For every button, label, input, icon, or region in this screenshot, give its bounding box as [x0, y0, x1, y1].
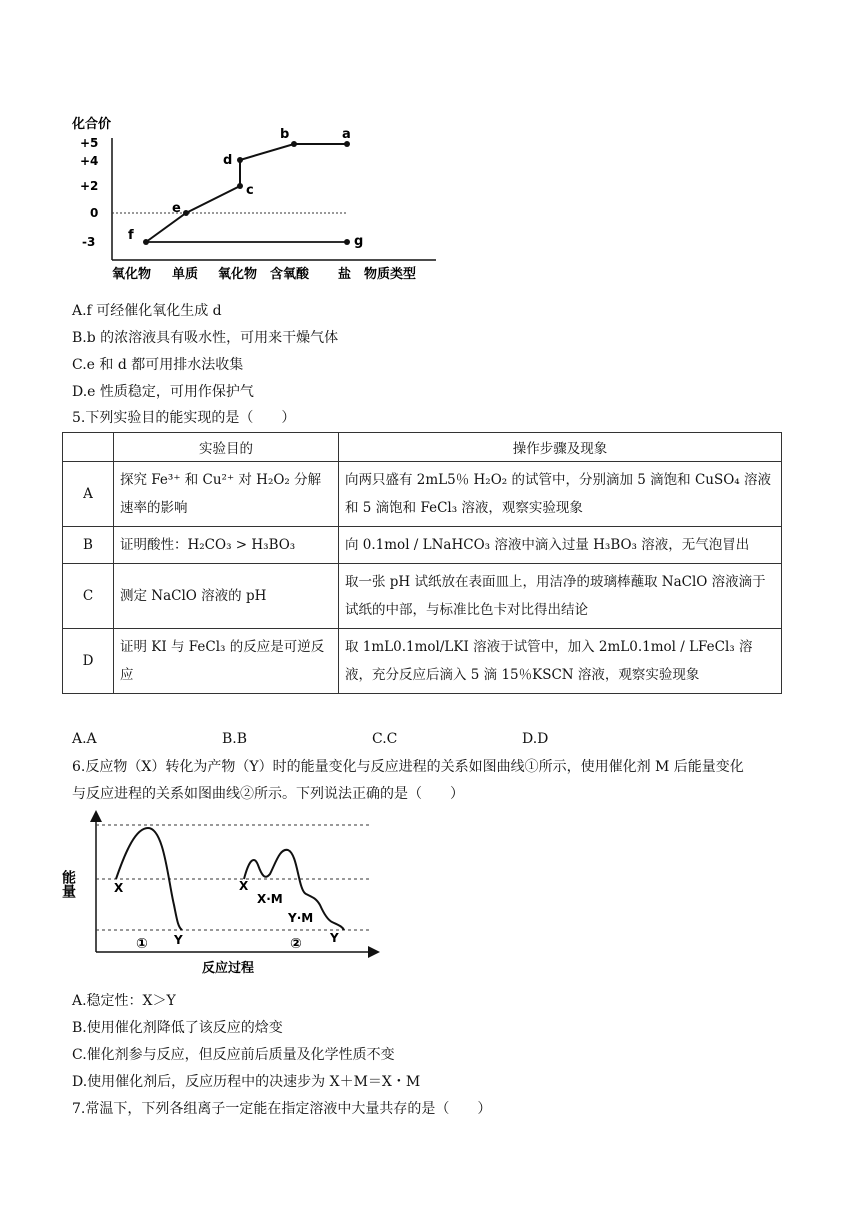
table-header	[63, 433, 114, 462]
curve-label-1: ①	[136, 936, 148, 952]
point-c	[237, 183, 243, 189]
point-g	[344, 239, 350, 245]
energy-axis-label: 能量	[60, 870, 76, 898]
table-row	[63, 527, 782, 564]
q5-stem: 5.下列实验目的能实现的是（ ）	[72, 410, 296, 426]
table-header-row	[63, 433, 782, 462]
curve-1	[116, 828, 182, 930]
species-xm: X·M	[257, 892, 283, 906]
x-axis-label: 物质类型	[364, 267, 417, 282]
species-x1: X	[114, 881, 124, 895]
row-option: C	[63, 564, 114, 629]
q4-option-b: B.b 的浓溶液具有吸水性，可用来干燥气体	[72, 330, 339, 346]
species-y1: Y	[174, 933, 183, 947]
curve-label-2: ②	[290, 936, 302, 952]
label-c: c	[246, 183, 254, 198]
answer-option: C.C	[372, 731, 398, 747]
row-steps: 取一张 pH 试纸放在表面皿上，用洁净的玻璃棒蘸取 NaClO 溶液滴于试纸的中部，与标准比色卡对比得出结论	[339, 564, 782, 629]
q6-option-c: C.催化剂参与反应，但反应前后质量及化学性质不变	[72, 1047, 395, 1063]
table-row	[63, 629, 782, 694]
species-ym: Y·M	[288, 911, 314, 925]
energy-chart	[60, 810, 386, 980]
q4-option-a: A.f 可经催化氧化生成 d	[72, 303, 222, 319]
q6-stem-line1: 6.反应物（X）转化为产物（Y）时的能量变化与反应进程的关系如图曲线①所示，使用催化剂 M 后能量变化	[72, 759, 744, 775]
row-goal: 探究 Fe³⁺ 和 Cu²⁺ 对 H₂O₂ 分解速率的影响	[114, 462, 339, 527]
species-y2: Y	[330, 931, 339, 945]
q4-option-c: C.e 和 d 都可用排水法收集	[72, 357, 244, 373]
y-tick: +5	[80, 136, 99, 150]
row-steps: 向两只盛有 2mL5％ H₂O₂ 的试管中，分别滴加 5 滴饱和 CuSO₄ 溶液和 5 滴饱和 FeCl₃ 溶液，观察实验现象	[339, 462, 782, 527]
label-a: a	[342, 127, 351, 142]
point-e	[183, 210, 189, 216]
row-option: D	[63, 629, 114, 694]
table-row	[63, 462, 782, 527]
row-goal: 测定 NaClO 溶液的 pH	[114, 564, 339, 629]
q4-option-d: D.e 性质稳定，可用作保护气	[72, 384, 254, 400]
x-category: 含氧酸	[270, 267, 310, 282]
experiment-table	[62, 432, 782, 694]
process-axis-label: 反应过程	[202, 961, 255, 976]
table-header: 实验目的	[114, 433, 339, 462]
row-option: B	[63, 527, 114, 564]
y-tick: +2	[80, 179, 99, 193]
x-category: 盐	[338, 267, 352, 282]
label-e: e	[172, 201, 181, 216]
y-axis-label: 化合价	[72, 117, 112, 132]
q6-option-d: D.使用催化剂后，反应历程中的决速步为 X＋M＝X・M	[72, 1074, 421, 1090]
row-goal: 证明 KI 与 FeCl₃ 的反应是可逆反应	[114, 629, 339, 694]
y-tick: +4	[80, 154, 99, 168]
answer-option: D.D	[522, 731, 549, 747]
point-b	[291, 141, 297, 147]
answer-option: A.A	[72, 731, 97, 747]
label-g: g	[354, 234, 364, 249]
q7-stem: 7.常温下，下列各组离子一定能在指定溶液中大量共存的是（ ）	[72, 1101, 492, 1117]
table-row	[63, 564, 782, 629]
label-f: f	[128, 228, 134, 243]
species-x2: X	[239, 879, 249, 893]
q6-stem-line2: 与反应进程的关系如图曲线②所示。下列说法正确的是（ ）	[72, 786, 464, 802]
point-d	[237, 157, 243, 163]
y-tick: -3	[82, 235, 96, 249]
point-f	[143, 239, 149, 245]
x-category: 氧化物	[218, 267, 258, 282]
label-b: b	[280, 127, 290, 142]
q6-option-b: B.使用催化剂降低了该反应的焓变	[72, 1020, 283, 1036]
x-category: 氧化物	[112, 267, 152, 282]
y-tick: 0	[90, 206, 99, 220]
answer-option: B.B	[222, 731, 248, 747]
row-goal: 证明酸性：H₂CO₃ > H₃BO₃	[114, 527, 339, 564]
q6-option-a: A.稳定性：X＞Y	[72, 993, 176, 1009]
label-d: d	[223, 153, 233, 168]
row-steps: 向 0.1mol / LNaHCO₃ 溶液中滴入过量 H₃BO₃ 溶液，无气泡冒出	[339, 527, 782, 564]
row-option: A	[63, 462, 114, 527]
valence-chart	[66, 108, 446, 288]
table-header: 操作步骤及现象	[339, 433, 782, 462]
row-steps: 取 1mL0.1mol/LKI 溶液于试管中，加入 2mL0.1mol / LFeCl₃ 溶液，充分反应后滴入 5 滴 15％KSCN 溶液，观察实验现象	[339, 629, 782, 694]
x-category: 单质	[172, 267, 199, 282]
